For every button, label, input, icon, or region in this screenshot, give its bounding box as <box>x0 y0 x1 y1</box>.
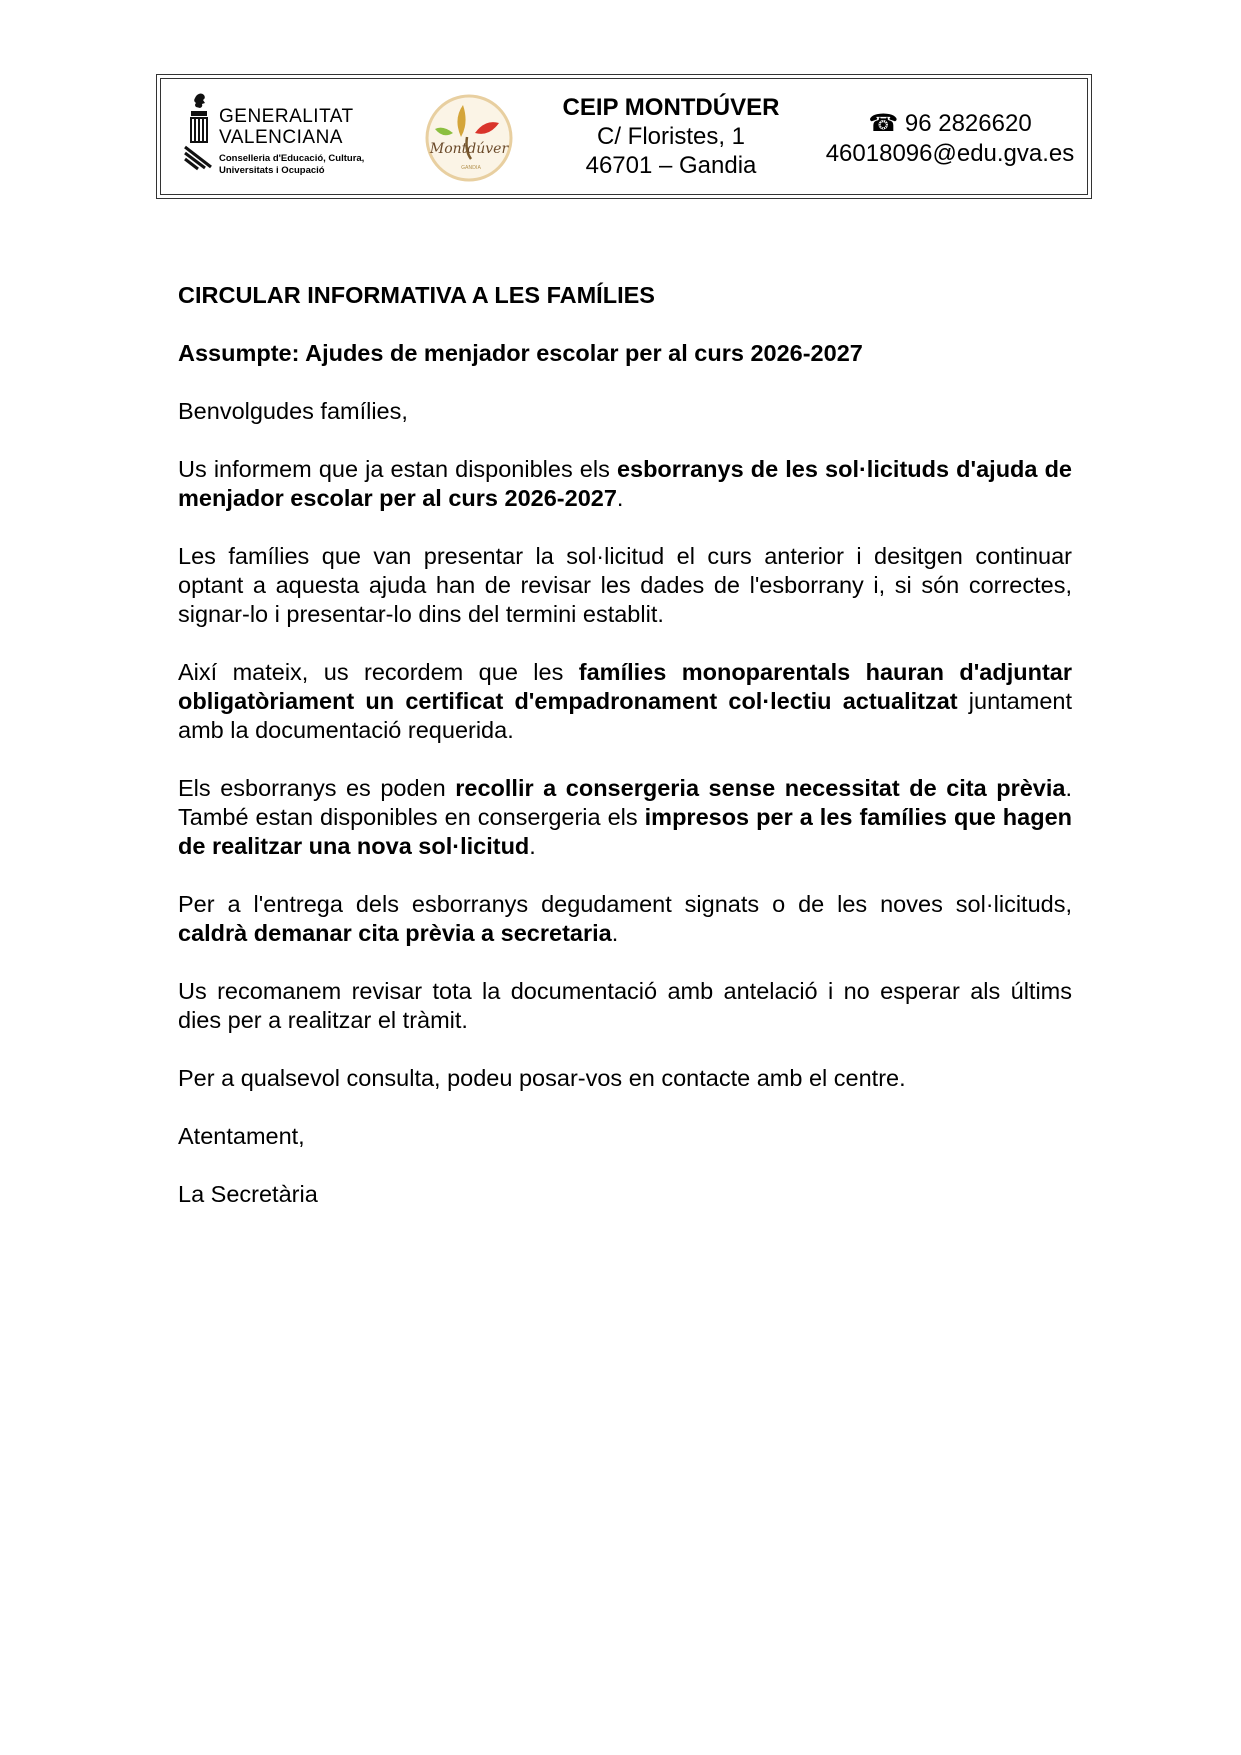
paragraph-6: Us recomanem revisar tota la documentació amb antelació i no esperar als últims dies per a realitzar el tràmit. <box>178 978 1072 1033</box>
paragraph-4 <box>178 774 1072 861</box>
paragraph-2: Les famílies que van presentar la sol·licitud el curs anterior i desitgen continuar optant a aquesta ajuda han de revisar les dades de l'esborrany i, si són correctes, signar-lo i presentar-lo dins del termini establit. <box>178 543 1072 627</box>
letterhead <box>156 74 1092 199</box>
gv-name-line2: VALENCIANA <box>219 127 343 148</box>
paragraph-1-bold: esborranys de les sol·licituds d'ajuda de menjador escolar per al curs 2026-2027 <box>178 456 1072 511</box>
paragraph-1 <box>178 455 1072 513</box>
letter-greeting: Benvolgudes famílies, <box>178 398 408 424</box>
school-info <box>551 93 791 180</box>
school-tree-logo-icon <box>423 93 515 183</box>
letterhead-inner-border <box>160 78 1088 195</box>
letter-title: CIRCULAR INFORMATIVA A LES FAMÍLIES <box>178 282 655 308</box>
school-logo-subtext: GANDIA <box>461 165 481 171</box>
gv-conselleria-line2: Universitats i Ocupació <box>219 165 325 176</box>
paragraph-4-bold-1: recollir a consergeria sense necessitat de cita prèvia <box>455 775 1066 801</box>
paragraph-5-bold: caldrà demanar cita prèvia a secretaria <box>178 920 612 946</box>
paragraph-3-end: juntament amb la documentació requerida. <box>178 688 1072 743</box>
school-street: C/ Floristes, 1 <box>596 123 746 150</box>
letter-signature: La Secretària <box>178 1181 318 1207</box>
paragraph-3 <box>178 658 1072 745</box>
phone-number: ☎ 96 2826620 <box>868 110 1032 137</box>
paragraph-1-end: . <box>616 485 624 511</box>
letter-closing: Atentament, <box>178 1123 305 1149</box>
letter-body <box>178 281 1072 1238</box>
paragraph-4-bold-2: impresos per a les famílies que hagen de realitzar una nova sol·licitud <box>178 804 1073 859</box>
contact-info <box>815 109 1085 169</box>
school-logo-text: Montdúver <box>429 141 509 157</box>
paragraph-4-text: Els esborranys es poden <box>178 775 456 801</box>
paragraph-3-bold: famílies monoparentals hauran d'adjuntar obligatòriament un certificat d'empadronament col·lectiu actualitzat <box>178 659 1073 714</box>
school-name: CEIP MONTDÚVER <box>562 94 780 121</box>
generalitat-emblem-icon <box>183 91 215 171</box>
paragraph-4-middle: . També estan disponibles en consergeria els <box>178 775 1072 830</box>
paragraph-7: Per a qualsevol consulta, podeu posar-vos en contacte amb el centre. <box>178 1065 906 1091</box>
letter-subject: Assumpte: Ajudes de menjador escolar per al curs 2026-2027 <box>178 340 863 366</box>
gv-name-line1: GENERALITAT <box>219 106 354 127</box>
paragraph-5-text: Per a l'entrega dels esborranys degudament signats o de les noves sol·licituds, <box>178 891 1072 917</box>
paragraph-3-text: Així mateix, us recordem que les <box>178 659 579 685</box>
paragraph-5 <box>178 890 1072 948</box>
paragraph-4-end: . <box>529 833 536 859</box>
paragraph-5-end: . <box>611 920 619 946</box>
email-address: 46018096@edu.gva.es <box>825 140 1075 167</box>
school-city: 46701 – Gandia <box>585 152 757 179</box>
paragraph-1-text: Us informem que ja estan disponibles els <box>178 456 617 482</box>
gv-conselleria-line1: Conselleria d'Educació, Cultura, <box>219 153 365 164</box>
generalitat-logo <box>183 89 398 184</box>
